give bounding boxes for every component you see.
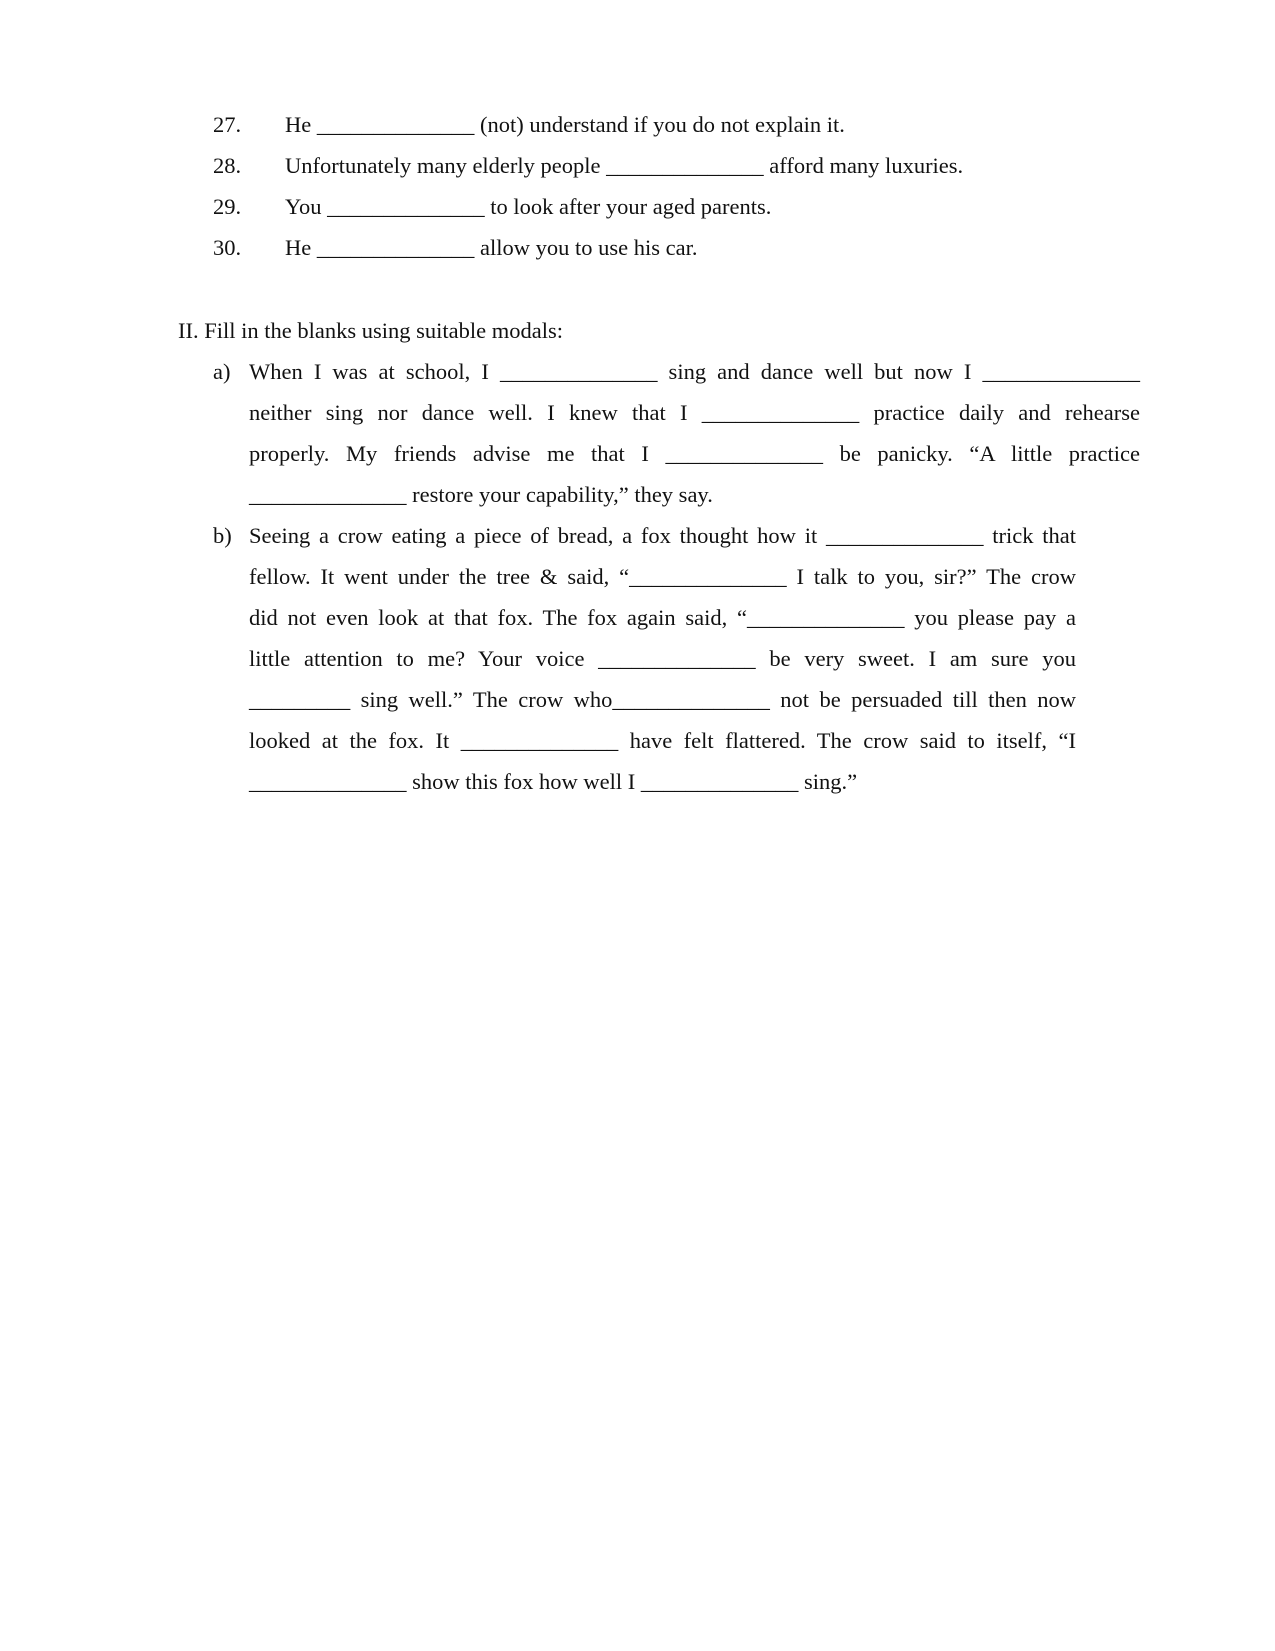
question-text: You ______________ to look after your aged parents. (285, 194, 772, 219)
question-29 (213, 192, 771, 222)
question-number: 27. (213, 112, 242, 137)
paragraph-b-line-3: did not even look at that fox. The fox again said, “______________ you please pay a (249, 605, 1076, 630)
paragraph-b-line-4: little attention to me? Your voice ______________ be very sweet. I am sure you (249, 646, 1076, 671)
item-label-b: b) (213, 523, 232, 548)
question-text: He ______________ (not) understand if you do not explain it. (285, 112, 845, 137)
paragraph-a-line-4: ______________ restore your capability,” they say. (249, 482, 713, 507)
question-30 (213, 233, 697, 263)
question-text: Unfortunately many elderly people ______________ afford many luxuries. (285, 153, 964, 178)
question-28 (213, 151, 963, 181)
question-27 (213, 110, 845, 140)
question-number: 28. (213, 153, 242, 178)
section-heading: II. Fill in the blanks using suitable modals: (178, 318, 563, 343)
paragraph-b-line-1: Seeing a crow eating a piece of bread, a fox thought how it ______________ trick that (249, 523, 1076, 548)
question-number: 30. (213, 235, 242, 260)
paragraph-a-line-2: neither sing nor dance well. I knew that I ______________ practice daily and rehearse (249, 400, 1140, 425)
paragraph-b-line-5: _________ sing well.” The crow who______________ not be persuaded till then now (249, 687, 1076, 712)
paragraph-b-line-6: looked at the fox. It ______________ have felt flattered. The crow said to itself, “I (249, 728, 1076, 753)
question-number: 29. (213, 194, 242, 219)
paragraph-a-line-1: When I was at school, I ______________ sing and dance well but now I ______________ (249, 359, 1140, 384)
item-label-a: a) (213, 359, 231, 384)
paragraph-b-line-2: fellow. It went under the tree & said, “______________ I talk to you, sir?” The crow (249, 564, 1076, 589)
paragraph-a-line-3: properly. My friends advise me that I ______________ be panicky. “A little practice (249, 441, 1140, 466)
paragraph-b-line-7: ______________ show this fox how well I ______________ sing.” (249, 769, 858, 794)
question-text: He ______________ allow you to use his car. (285, 235, 698, 260)
